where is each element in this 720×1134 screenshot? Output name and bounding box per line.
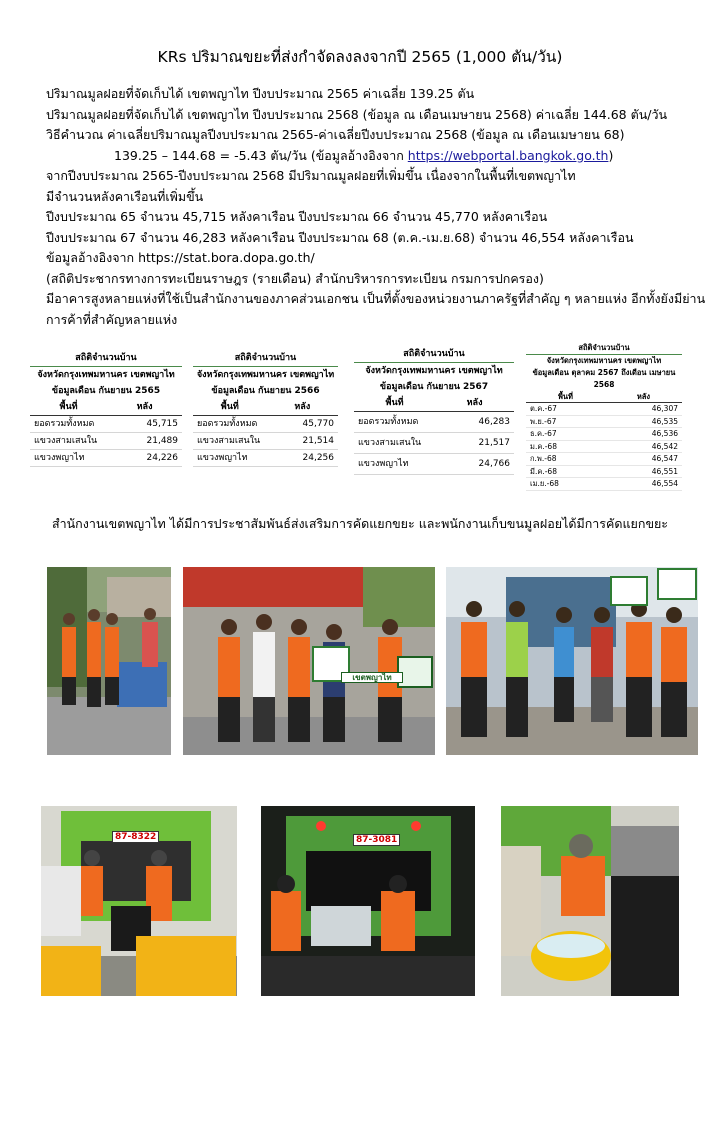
table-row <box>193 433 338 450</box>
photo-group-with-signs <box>183 567 435 755</box>
table-period: ข้อมูลเดือน กันยายน 2565 <box>51 386 161 396</box>
row-value: 24,256 <box>302 453 334 463</box>
col-area: พื้นที่ <box>385 398 404 408</box>
text-line: มีจำนวนหลังคาเรือนที่เพิ่มขึ้น <box>46 188 204 204</box>
photo-truck-sorting-day <box>41 806 237 996</box>
row-area: เม.ย.-68 <box>530 479 559 488</box>
table-row <box>193 416 338 433</box>
row-area: แขวงสามเสนใน <box>358 438 422 448</box>
row-area: ก.พ.-68 <box>530 454 557 463</box>
row-value: 46,536 <box>651 429 678 438</box>
household-table-2568 <box>526 342 682 491</box>
table-row <box>526 416 682 429</box>
col-count: หลัง <box>636 392 651 401</box>
row-value: 46,554 <box>651 479 678 488</box>
table-row <box>354 412 514 433</box>
table-row <box>526 428 682 441</box>
col-count: หลัง <box>136 402 153 412</box>
row-value: 21,489 <box>146 436 178 446</box>
row-area: แขวงสามเสนใน <box>197 436 261 446</box>
table-row <box>526 453 682 466</box>
table-subheading: จังหวัดกรุงเทพมหานคร เขตพญาไท <box>37 370 175 380</box>
table-row <box>30 433 182 450</box>
household-table-2566 <box>193 350 338 467</box>
row-area: ยอดรวมทั้งหมด <box>358 417 419 427</box>
text-line: วิธีคำนวณ ค่าเฉลี่ยปริมาณมูลปีงบประมาณ 2565-ค่าเฉลี่ยปีงบประมาณ 2568 (ข้อมูล ณ เดือนเมษายน 68) <box>46 127 625 142</box>
truck-plate: 87-8322 <box>112 831 159 843</box>
table-row <box>30 416 182 433</box>
text-line: ข้อมูลอ้างอิงจาก https://stat.bora.dopa.go.th/ <box>46 250 315 265</box>
col-area: พื้นที่ <box>220 402 239 412</box>
row-value: 46,307 <box>651 404 678 413</box>
truck-plate: 87-3081 <box>353 834 400 846</box>
table-row <box>526 403 682 416</box>
row-area: แขวงพญาไท <box>197 453 248 463</box>
col-area: พื้นที่ <box>557 392 573 401</box>
table-row <box>526 441 682 454</box>
photo-market-campaign <box>47 567 171 755</box>
photo-truck-sorting-night <box>261 806 475 996</box>
col-count: หลัง <box>294 402 311 412</box>
table-heading: สถิติจำนวนบ้าน <box>354 346 514 363</box>
row-area: ม.ค.-68 <box>530 441 557 451</box>
table-column-header <box>30 399 182 416</box>
row-area: มี.ค.-68 <box>530 466 557 476</box>
table-row <box>193 450 338 467</box>
row-area: พ.ย.-67 <box>530 416 557 426</box>
table-row <box>354 433 514 454</box>
photo-sorting-bottles <box>501 806 679 996</box>
row-value: 46,551 <box>651 466 678 476</box>
row-value: 46,283 <box>478 417 510 427</box>
row-area: ยอดรวมทั้งหมด <box>34 419 95 429</box>
table-period: ข้อมูลเดือน กันยายน 2566 <box>211 386 320 396</box>
col-count: หลัง <box>466 398 483 408</box>
table-heading: สถิติจำนวนบ้าน <box>193 350 338 367</box>
row-area: ธ.ค.-67 <box>530 429 557 438</box>
table-period: ข้อมูลเดือน ตุลาคม 2567 ถึงเดือน เมษายน 2568 <box>532 368 676 389</box>
row-value: 46,542 <box>651 441 678 451</box>
calc-line <box>46 146 706 167</box>
market-scene <box>47 567 171 755</box>
table-row <box>354 454 514 475</box>
bottle-scene <box>501 806 679 996</box>
row-area: ต.ค.-67 <box>530 404 557 413</box>
district-sign: เขตพญาไท <box>341 672 403 683</box>
photo-staff-lineup <box>446 567 698 755</box>
row-value: 24,226 <box>146 453 178 463</box>
household-table-2565 <box>30 350 182 467</box>
kr-description <box>46 84 706 330</box>
text-line: ปริมาณมูลฝอยที่จัดเก็บได้ เขตพญาไท ปีงบประมาณ 2565 ค่าเฉลี่ย 139.25 ตัน <box>46 86 475 101</box>
text-line: (สถิติประชากรทางการทะเบียนราษฎร (รายเดือน) สำนักบริหารการทะเบียน กรมการปกครอง) <box>46 270 544 286</box>
row-value: 21,514 <box>302 436 334 446</box>
text-line: ปีงบประมาณ 65 จำนวน 45,715 หลังคาเรือน ปีงบประมาณ 66 จำนวน 45,770 หลังคาเรือน <box>46 209 548 224</box>
table-column-header <box>354 395 514 412</box>
row-value: 45,715 <box>146 419 178 429</box>
table-row <box>526 466 682 479</box>
page-title: KRs ปริมาณขยะที่ส่งกำจัดลงลงจากปี 2565 (1,000 ตัน/วัน) <box>157 48 563 66</box>
table-heading: สถิติจำนวนบ้าน <box>526 342 682 355</box>
lineup-scene <box>446 567 698 755</box>
household-table-2567 <box>354 346 514 475</box>
row-value: 46,547 <box>651 454 678 463</box>
calc-end: ) <box>608 147 614 163</box>
row-area: ยอดรวมทั้งหมด <box>197 419 258 429</box>
table-heading: สถิติจำนวนบ้าน <box>30 350 182 367</box>
row-area: แขวงพญาไท <box>358 459 409 469</box>
table-subheading: จังหวัดกรุงเทพมหานคร เขตพญาไท <box>196 370 335 380</box>
webportal-link[interactable]: https://webportal.bangkok.go.th <box>407 147 609 163</box>
text-line: มีอาคารสูงหลายแห่งที่ใช้เป็นสำนักงานของภาคส่วนเอกชน เป็นที่ตั้งของหน่วยงานภาครัฐที่สำคัญ ๆ หลายแห่ง อีกทั้งยังมีย่านการค้าที่สำคัญหลายแห่ง <box>46 291 706 327</box>
table-period: ข้อมูลเดือน กันยายน 2567 <box>379 382 489 392</box>
photo-caption: สำนักงานเขตพญาไท ได้มีการประชาสัมพันธ์ส่งเสริมการคัดแยกขยะ และพนักงานเก็บขนมูลฝอยได้มีการคัดแยกขยะ <box>51 516 669 531</box>
table-column-header <box>193 399 338 416</box>
row-value: 46,535 <box>651 416 678 426</box>
table-subheading: จังหวัดกรุงเทพมหานคร เขตพญาไท <box>365 366 503 376</box>
col-area: พื้นที่ <box>59 402 78 412</box>
text-line: จากปีงบประมาณ 2565-ปีงบประมาณ 2568 มีปริมาณมูลฝอยที่เพิ่มขึ้น เนื่องจากในพื้นที่เขตพญาไท <box>46 168 576 183</box>
row-value: 21,517 <box>478 438 510 448</box>
row-value: 24,766 <box>478 459 510 469</box>
calc-text: 139.25 – 144.68 = -5.43 ตัน/วัน (ข้อมูลอ้างอิงจาก <box>114 147 408 163</box>
text-line: ปีงบประมาณ 67 จำนวน 46,283 หลังคาเรือน ปีงบประมาณ 68 (ต.ค.-เม.ย.68) จำนวน 46,554 หลังคาเรือน <box>46 229 634 245</box>
table-column-header <box>526 391 682 403</box>
text-line: ปริมาณมูลฝอยที่จัดเก็บได้ เขตพญาไท ปีงบประมาณ 2568 (ข้อมูล ณ เดือนเมษายน 2568) ค่าเฉลี่ย 144.68 ตัน/วัน <box>46 106 668 122</box>
table-row <box>526 478 682 491</box>
row-area: แขวงสามเสนใน <box>34 436 98 446</box>
row-value: 45,770 <box>302 419 334 429</box>
table-row <box>30 450 182 467</box>
group-scene <box>183 567 435 755</box>
row-area: แขวงพญาไท <box>34 453 85 463</box>
table-subheading: จังหวัดกรุงเทพมหานคร เขตพญาไท <box>546 356 662 365</box>
